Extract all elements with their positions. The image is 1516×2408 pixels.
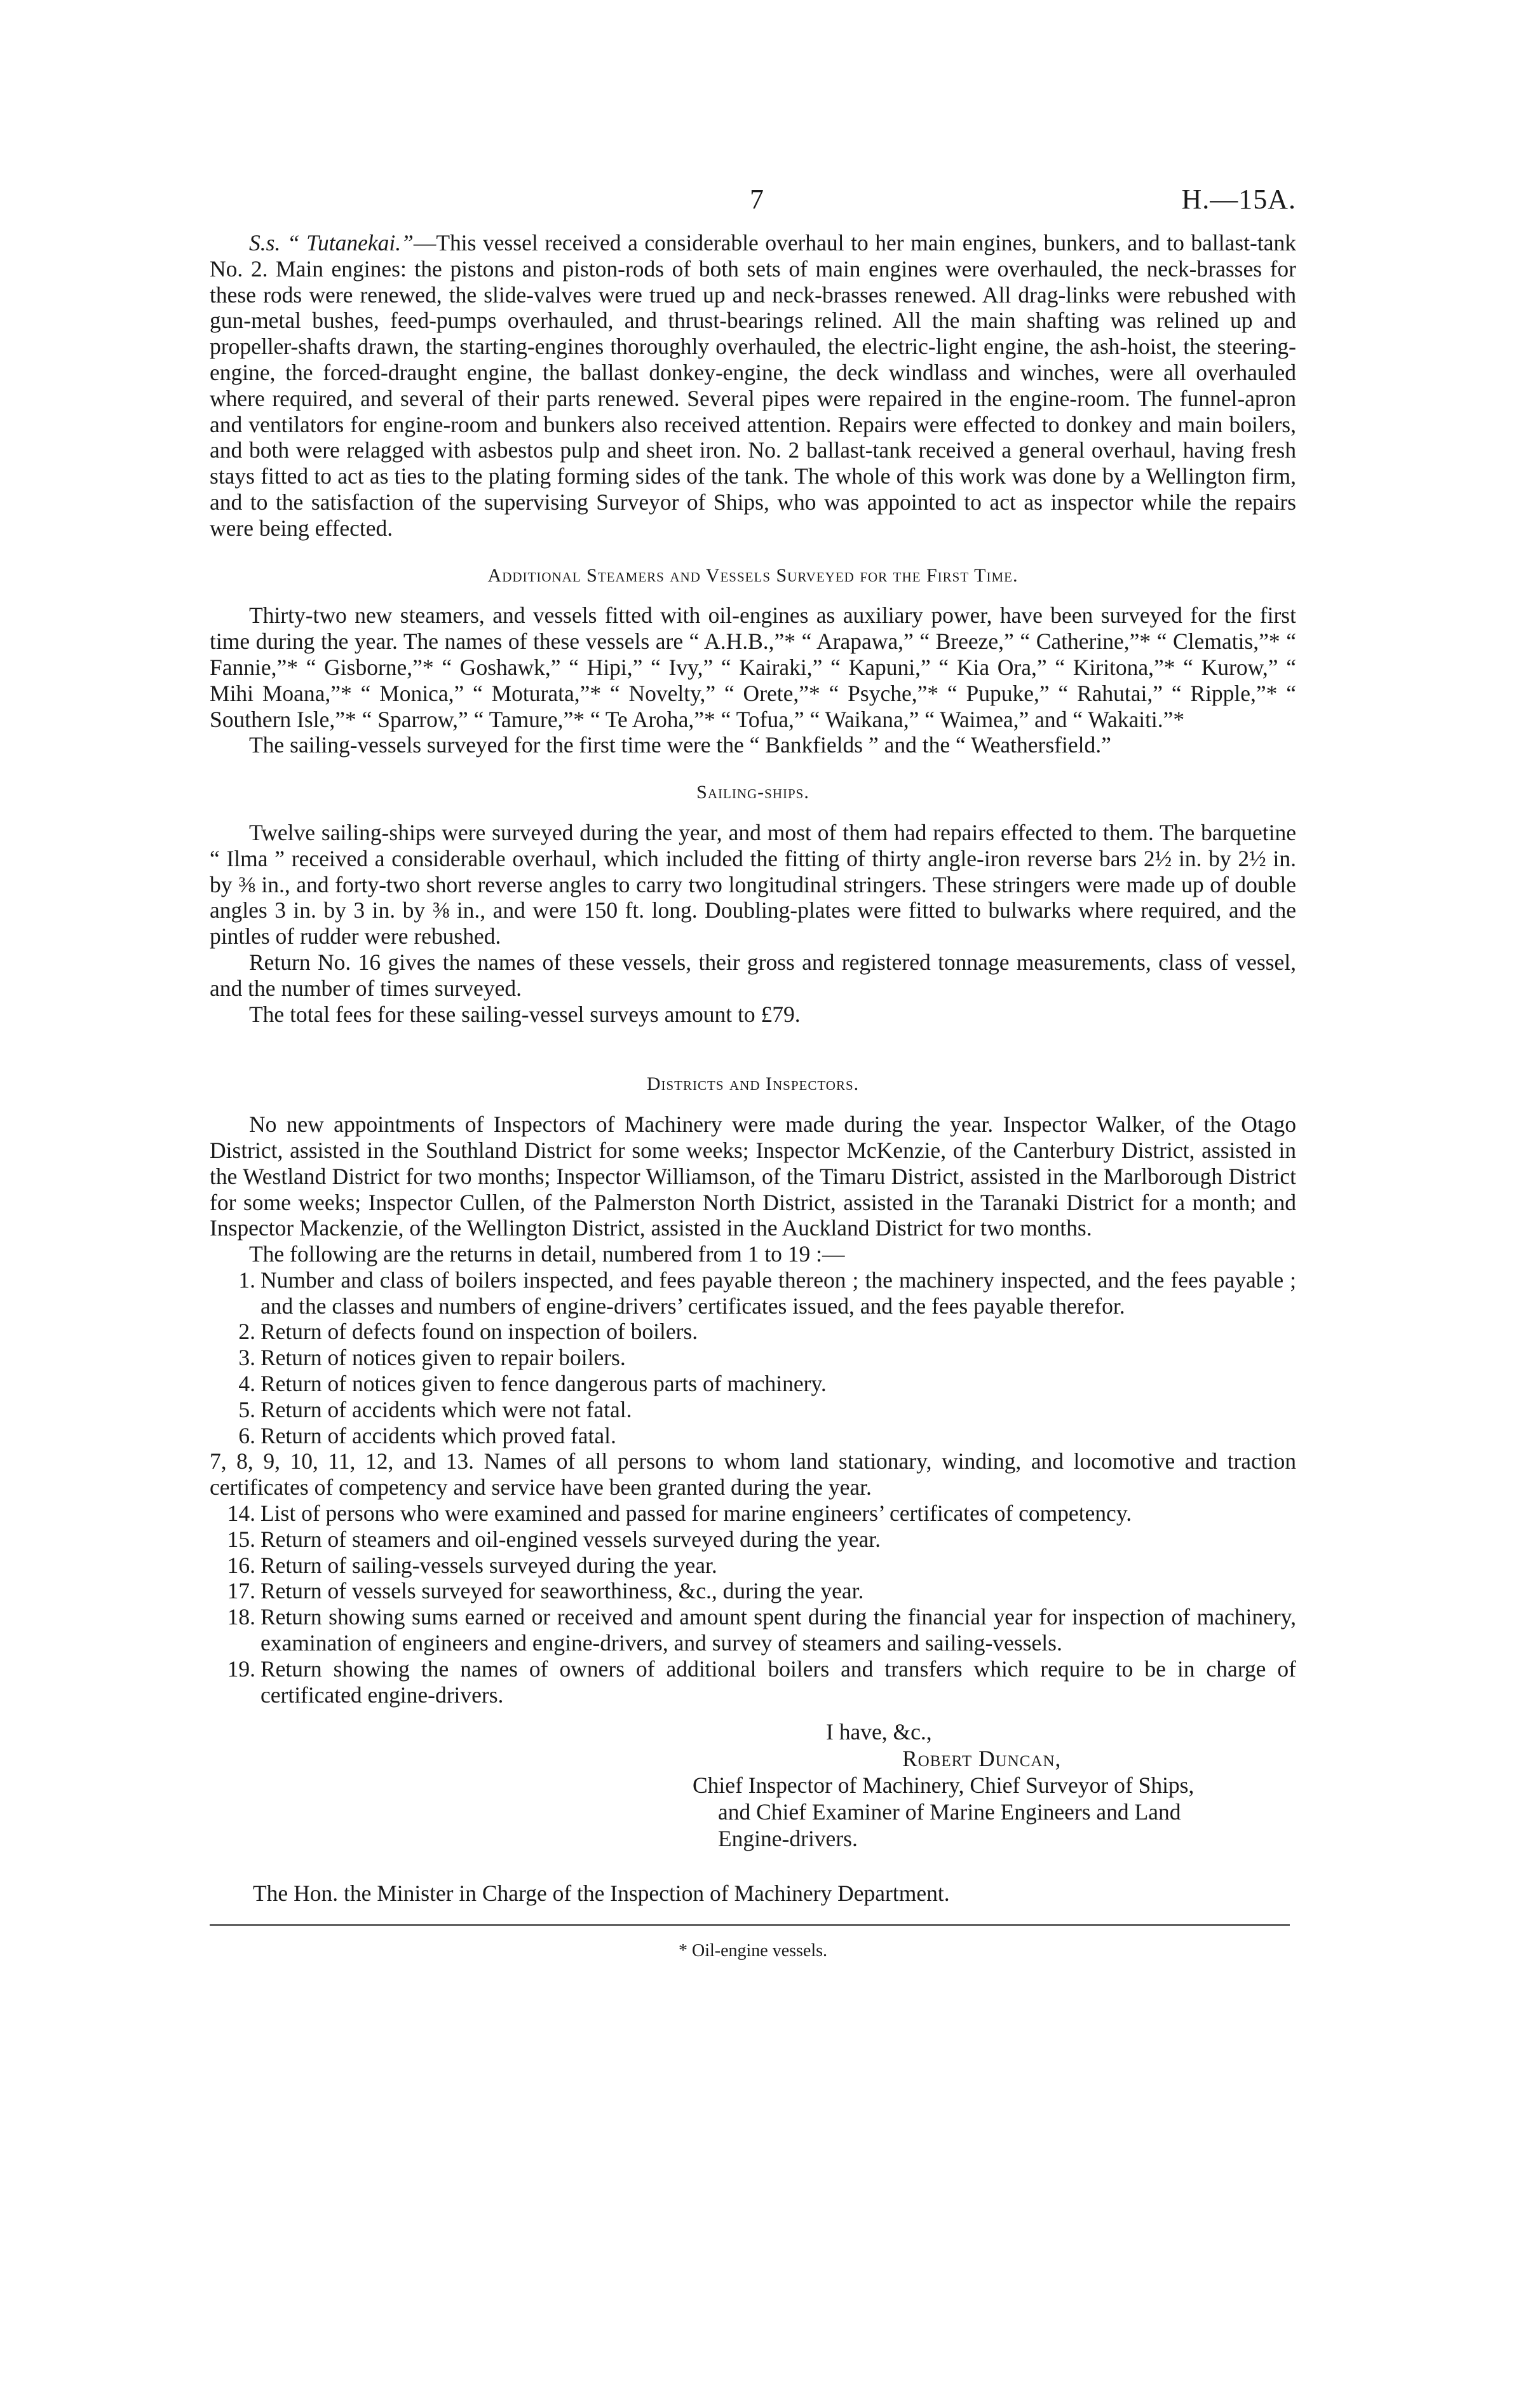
list-item xyxy=(210,1345,1296,1371)
list-item-number: 16. xyxy=(227,1552,255,1578)
list-item xyxy=(210,1448,1296,1500)
list-item xyxy=(210,1319,1296,1345)
list-item-number: 17. xyxy=(227,1578,255,1604)
list-item xyxy=(210,1397,1296,1423)
signature-title-1: Chief Inspector of Machinery, Chief Surveyor of Ships, xyxy=(693,1772,1195,1799)
districts-paragraph-2: The following are the returns in detail, numbered from 1 to 19 :— xyxy=(249,1241,845,1267)
sailing-paragraph-2: Return No. 16 gives the names of these vessels, their gross and registered tonnage measurements, class of vessel, and the number of times surveyed. xyxy=(210,949,1296,1001)
list-item xyxy=(210,1267,1296,1319)
list-item-number: 15. xyxy=(227,1526,255,1552)
section-heading-districts: Districts and Inspectors. xyxy=(646,1073,860,1095)
list-item-text: Return of sailing-vessels surveyed during the year. xyxy=(261,1552,717,1578)
sailing-paragraph-1: Twelve sailing-ships were surveyed during the year, and most of them had repairs effected to them. The barquetine “ Ilma ” received a considerable overhaul, which included the fitting of thirty angle-iron reverse bars 2½ in. by 2½ in. by ⅜ in., and forty-two short reverse angles to carry two longitudinal stringers. These stringers were made up of double angles 3 in. by 3 in. by ⅜ in., and were 150 ft. long. Doubling-plates were fitted to bulwarks where required, and the pintles of rudder were rebushed. xyxy=(210,819,1296,949)
list-item-text: Number and class of boilers inspected, and fees payable thereon ; the machinery inspected, and the fees payable ; and the classes and numbers of engine-drivers’ certificates issued, and the fees payable therefor. xyxy=(261,1267,1296,1319)
list-item-number: 18. xyxy=(227,1604,255,1630)
additional-paragraph-1: Thirty-two new steamers, and vessels fitted with oil-engines as auxiliary power, have been surveyed for the first time during the year. The names of these vessels are “ A.H.B.,”* “ Arapawa,” “ Breeze,” “ Catherine,”* “ Clematis,”* “ Fannie,”* “ Gisborne,”* “ Goshawk,” “ Hipi,” “ Ivy,” “ Kairaki,” “ Kapuni,” “ Kia Ora,” “ Kiritona,”* “ Kurow,” “ Mihi Moana,”* “ Monica,” “ Moturata,”* “ Novelty,” “ Orete,”* “ Psyche,”* “ Pupuke,” “ Rahutai,” “ Ripple,”* “ Southern Isle,”* “ Sparrow,” “ Tamure,”* “ Te Aroha,”* “ Tofua,” “ Waikana,” “ Waimea,” and “ Wakaiti.”* xyxy=(210,602,1296,732)
list-item-text: Return of steamers and oil-engined vessels surveyed during the year. xyxy=(261,1526,881,1552)
list-item xyxy=(210,1371,1296,1397)
tutanekai-paragraph xyxy=(210,230,1296,541)
tutanekai-text: —This vessel received a considerable overhaul to her main engines, bunkers, and to ballast-tank No. 2. Main engines: the pistons and piston-rods of both sets of main engines were overhauled, the neck-brasses for these rods were renewed, the slide-valves were trued up and neck-brasses renewed. All drag-links were rebushed with gun-metal bushes, feed-pumps overhauled, and thrust-bearings relined. All the main shafting was relined up and propeller-shafts drawn, the starting-engines thoroughly overhauled, the electric-light engine, the ash-hoist, the steering-engine, the forced-draught engine, the ballast donkey-engine, the deck windlass and winches, were all overhauled where required, and several of their parts renewed. Several pipes were repaired in the engine-room. The funnel-apron and ventilators for engine-room and bunkers also received attention. Repairs were effected to donkey and main boilers, and both were relagged with asbestos pulp and sheet iron. No. 2 ballast-tank received a general overhaul, having fresh stays fitted to act as ties to the plating forming sides of the tank. The whole of this work was done by a Wellington firm, and to the satisfaction of the supervising Surveyor of Ships, who was appointed to act as inspector while the repairs were being effected. xyxy=(210,230,1296,541)
returns-list xyxy=(210,1267,1296,1708)
list-item-number: 14. xyxy=(227,1500,255,1527)
signature-title-2: and Chief Examiner of Marine Engineers and Land xyxy=(718,1799,1181,1825)
document-body xyxy=(210,230,1296,1964)
signature-title-3: Engine-drivers. xyxy=(718,1826,858,1852)
list-item-text: Return showing sums earned or received and amount spent during the financial year for inspection of machinery, examination of engineers and engine-drivers, and survey of steamers and sailing-vessels. xyxy=(261,1604,1296,1656)
section-heading-sailing: Sailing-ships. xyxy=(696,782,809,803)
signature-closing: I have, &c., xyxy=(826,1719,932,1745)
list-item-text: Return of notices given to repair boilers. xyxy=(261,1345,626,1371)
section-heading-additional: Additional Steamers and Vessels Surveyed for the First Time. xyxy=(487,564,1019,586)
list-item-text: List of persons who were examined and passed for marine engineers’ certificates of competency. xyxy=(261,1500,1132,1527)
list-item-text: Return of defects found on inspection of boilers. xyxy=(261,1319,698,1345)
additional-paragraph-2: The sailing-vessels surveyed for the first time were the “ Bankfields ” and the “ Weathersfield.” xyxy=(249,732,1111,758)
page-header xyxy=(210,183,1296,221)
list-item xyxy=(210,1553,1296,1579)
footnote-rule xyxy=(210,1924,1290,1926)
list-item-number: 4. xyxy=(238,1371,255,1397)
signature-block xyxy=(210,1714,1296,1873)
list-item-number: 19. xyxy=(227,1656,255,1682)
list-item xyxy=(210,1604,1296,1656)
list-item-text: Return of accidents which were not fatal. xyxy=(261,1396,632,1422)
document-code: H.—15A. xyxy=(1181,184,1296,215)
document-page xyxy=(210,0,1296,2408)
list-item-text: Return of vessels surveyed for seaworthiness, &c., during the year. xyxy=(261,1578,864,1604)
list-item-text: Return of notices given to fence dangerous parts of machinery. xyxy=(261,1371,827,1397)
signature-name: Robert Duncan, xyxy=(902,1746,1062,1772)
list-item xyxy=(210,1500,1296,1527)
list-item-number: 5. xyxy=(238,1396,255,1422)
list-item-text: Return of accidents which proved fatal. xyxy=(261,1422,616,1448)
list-item-text: Names of all persons to whom land stationary, winding, and locomotive and traction certificates of competency and service have been granted during the year. xyxy=(210,1448,1297,1500)
addressee: The Hon. the Minister in Charge of the Inspection of Machinery Department. xyxy=(253,1881,950,1907)
districts-paragraph-1: No new appointments of Inspectors of Machinery were made during the year. Inspector Walker, of the Otago District, assisted in the Southland District for some weeks; Inspector McKenzie, of the Canterbury District, assisted in the Westland District for two months; Inspector Williamson, of the Timaru District, assisted in the Marlborough District for some weeks; Inspector Cullen, of the Palmerston North District, assisted in the Taranaki District for a month; and Inspector Mackenzie, of the Wellington District, assisted in the Auckland District for two months. xyxy=(210,1112,1296,1241)
list-item-number: 6. xyxy=(238,1422,255,1448)
sailing-paragraph-3: The total fees for these sailing-vessel surveys amount to £79. xyxy=(249,1001,801,1027)
list-item-number: 1. xyxy=(238,1267,255,1293)
list-item xyxy=(210,1527,1296,1553)
list-item xyxy=(210,1423,1296,1449)
list-item-number: 2. xyxy=(238,1319,255,1345)
list-item xyxy=(210,1578,1296,1604)
footnote: * Oil-engine vessels. xyxy=(678,1941,828,1961)
list-item-number: 3. xyxy=(238,1345,255,1371)
page-number: 7 xyxy=(750,184,764,215)
list-item xyxy=(210,1656,1296,1708)
vessel-name: S.s. “ Tutanekai.” xyxy=(249,230,414,255)
list-item-number: 7, 8, 9, 10, 11, 12, and 13. xyxy=(210,1448,475,1474)
list-item-text: Return showing the names of owners of additional boilers and transfers which require to be in charge of certificated engine-drivers. xyxy=(261,1656,1296,1708)
